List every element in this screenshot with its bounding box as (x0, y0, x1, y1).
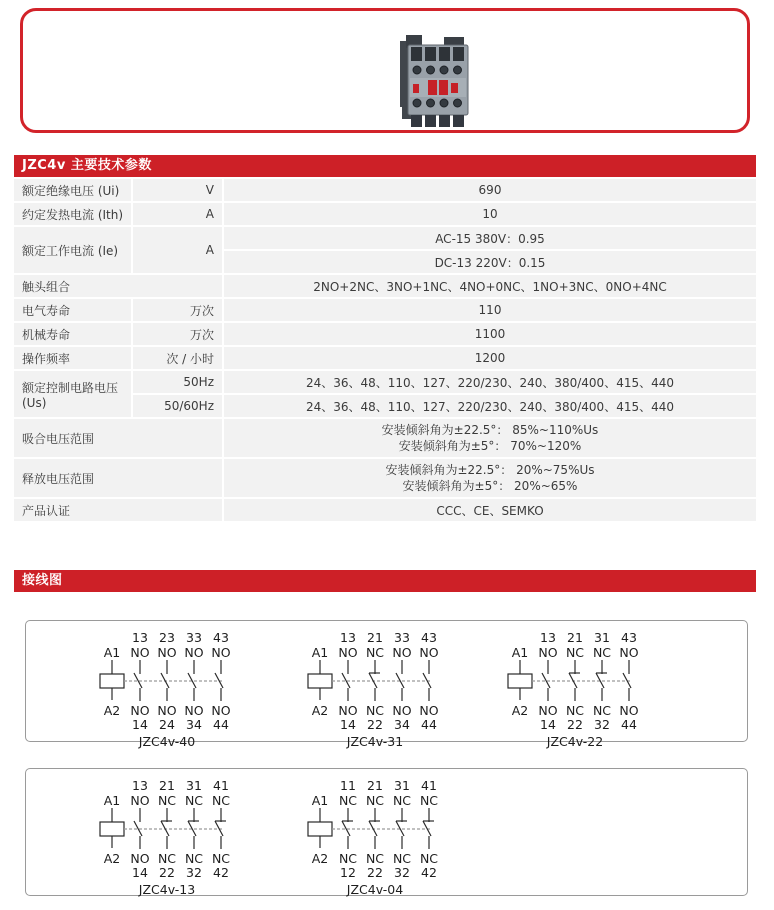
value-line: 安装倾斜角为±5°： 70%~120% (398, 439, 582, 453)
diagram-text: 44 (421, 717, 437, 732)
diagram-text: NO (130, 645, 150, 660)
diagram-text: 21 (367, 778, 383, 793)
diagram-text: 31 (186, 778, 202, 793)
row-label: 额定绝缘电压 (Ui) (14, 179, 131, 201)
diagram-text: NC (365, 793, 385, 808)
diagram-text: NO (211, 703, 231, 718)
diagram-text: 21 (159, 778, 175, 793)
diagram-text: NO (338, 703, 358, 718)
spec-table (14, 179, 756, 523)
diagram-text: A1 (103, 645, 121, 660)
diagram-text: 21 (567, 630, 583, 645)
diagram-text: 14 (340, 717, 356, 732)
diagram-text: A2 (311, 851, 329, 866)
diagram-text: 31 (394, 778, 410, 793)
table-row (14, 179, 756, 201)
diagram-svg-JZC4v-13 (92, 777, 252, 899)
value-line: 安装倾斜角为±22.5°： 20%~75%Us (385, 463, 595, 477)
row-value: 690 (224, 179, 756, 201)
diagram-svg-JZC4v-22 (500, 629, 660, 751)
row-value-stack (224, 227, 756, 273)
diagram-text: NO (619, 645, 639, 660)
row-value (224, 419, 756, 457)
diagram-text: A1 (103, 793, 121, 808)
diagram-text: A1 (311, 645, 329, 660)
diagram-text: 32 (594, 717, 610, 732)
diagram-text: NC (365, 851, 385, 866)
wiring-diagram-jzc4v-22 (500, 629, 660, 751)
diagram-text: 33 (186, 630, 202, 645)
wiring-diagram-jzc4v-31 (300, 629, 460, 751)
diagram-text: NO (157, 703, 177, 718)
row-value: AC-15 380V：0.95 (224, 227, 756, 249)
diagram-text: 13 (540, 630, 556, 645)
diagram-text: 22 (367, 865, 383, 880)
diagram-text: 22 (567, 717, 583, 732)
diagram-text: NC (565, 703, 585, 718)
coil-symbol (100, 822, 124, 836)
table-subrow (133, 395, 756, 417)
diagram-text: NO (392, 703, 412, 718)
diagram-text: 43 (621, 630, 637, 645)
diagram-text: NC (338, 851, 358, 866)
circuit-line (569, 673, 577, 688)
row-value: 1200 (224, 347, 756, 369)
row-unit: 50/60Hz (133, 395, 222, 417)
diagram-text: 44 (621, 717, 637, 732)
diagram-text: NC (157, 851, 177, 866)
diagram-text: 43 (213, 630, 229, 645)
table-row (14, 323, 756, 345)
spec-section-title: JZC4v 主要技术参数 (14, 155, 756, 177)
diagram-text: 13 (340, 630, 356, 645)
diagram-text: NC (592, 645, 612, 660)
circuit-line (161, 673, 169, 688)
row-value: 1100 (224, 323, 756, 345)
table-row (14, 299, 756, 321)
wiring-section-title: 接线图 (14, 570, 756, 592)
diagram-text: NO (130, 793, 150, 808)
row-value-stack (133, 371, 756, 417)
diagram-text: A2 (311, 703, 329, 718)
diagram-text: NO (157, 645, 177, 660)
row-label: 触头组合 (14, 275, 222, 297)
value-line: 安装倾斜角为±22.5°： 85%~110%Us (381, 423, 599, 437)
diagram-text: A1 (511, 645, 529, 660)
diagram-text: NO (392, 645, 412, 660)
diagram-text: 32 (186, 865, 202, 880)
diagram-svg-JZC4v-40 (92, 629, 252, 751)
row-unit: A (133, 203, 222, 225)
row-value: 10 (224, 203, 756, 225)
diagram-text: 34 (394, 717, 410, 732)
wiring-diagram-jzc4v-13 (92, 777, 252, 899)
diagram-text: 32 (394, 865, 410, 880)
diagram-text: 12 (340, 865, 356, 880)
diagram-text: 13 (132, 778, 148, 793)
diagram-caption: JZC4v-40 (138, 734, 196, 749)
diagram-text: 42 (213, 865, 229, 880)
diagram-svg-JZC4v-31 (300, 629, 460, 751)
diagram-svg-JZC4v-04 (300, 777, 460, 899)
diagram-text: NC (392, 793, 412, 808)
diagram-text: 22 (159, 865, 175, 880)
diagram-text: NO (419, 645, 439, 660)
coil-symbol (508, 674, 532, 688)
row-label: 吸合电压范围 (14, 419, 222, 457)
row-label: 电气寿命 (14, 299, 131, 321)
diagram-text: NC (211, 851, 231, 866)
coil-symbol (308, 674, 332, 688)
row-unit: 万次 (133, 299, 222, 321)
diagram-text: A2 (103, 703, 121, 718)
diagram-text: 42 (421, 865, 437, 880)
table-row (14, 499, 756, 521)
diagram-text: 44 (213, 717, 229, 732)
diagram-text: NC (419, 793, 439, 808)
diagram-text: A1 (311, 793, 329, 808)
diagram-text: NC (392, 851, 412, 866)
diagram-text: NC (184, 793, 204, 808)
diagram-text: NC (565, 645, 585, 660)
coil-symbol (308, 822, 332, 836)
diagram-text: NO (211, 645, 231, 660)
row-label: 额定工作电流 (Ie) (14, 227, 131, 273)
row-unit: 万次 (133, 323, 222, 345)
coil-symbol (100, 674, 124, 688)
diagram-text: 34 (186, 717, 202, 732)
diagram-text: NO (130, 703, 150, 718)
row-value (224, 459, 756, 497)
product-banner (20, 8, 750, 133)
diagram-text: NO (184, 703, 204, 718)
row-label: 产品认证 (14, 499, 222, 521)
circuit-line (161, 821, 169, 836)
diagram-text: 43 (421, 630, 437, 645)
row-value: 24、36、48、110、127、220/230、240、380/400、415、440 (224, 371, 756, 393)
value-line: 安装倾斜角为±5°： 20%~65% (402, 479, 578, 493)
row-label: 额定控制电路电压 (Us) (14, 371, 131, 417)
diagram-text: 31 (594, 630, 610, 645)
diagram-text: NO (619, 703, 639, 718)
diagram-text: 14 (132, 865, 148, 880)
diagram-caption: JZC4v-31 (346, 734, 404, 749)
diagram-text: NC (157, 793, 177, 808)
diagram-text: NC (211, 793, 231, 808)
diagram-text: 21 (367, 630, 383, 645)
table-row (14, 347, 756, 369)
row-value: DC-13 220V：0.15 (224, 251, 756, 273)
diagram-text: 14 (132, 717, 148, 732)
table-row (14, 459, 756, 497)
circuit-line (369, 673, 377, 688)
row-unit: V (133, 179, 222, 201)
table-row (14, 227, 756, 273)
diagram-text: A2 (511, 703, 529, 718)
diagram-text: 23 (159, 630, 175, 645)
diagram-text: 22 (367, 717, 383, 732)
diagram-text: 41 (213, 778, 229, 793)
diagram-text: NO (338, 645, 358, 660)
diagram-caption: JZC4v-13 (138, 882, 196, 897)
diagram-text: NO (130, 851, 150, 866)
table-row (14, 275, 756, 297)
row-unit: A (133, 227, 222, 273)
wiring-diagram-jzc4v-40 (92, 629, 252, 751)
row-label: 操作频率 (14, 347, 131, 369)
row-unit: 次 / 小时 (133, 347, 222, 369)
contactor-product-image (398, 33, 480, 129)
row-value: CCC、CE、SEMKO (224, 499, 756, 521)
diagram-text: NO (538, 703, 558, 718)
row-value: 110 (224, 299, 756, 321)
diagram-text: 11 (340, 778, 356, 793)
diagram-text: 33 (394, 630, 410, 645)
row-unit: 50Hz (133, 371, 222, 393)
table-subrow (133, 371, 756, 393)
diagram-text: 41 (421, 778, 437, 793)
table-row (14, 203, 756, 225)
wiring-box-2 (25, 768, 748, 896)
diagram-text: NC (338, 793, 358, 808)
row-label: 机械寿命 (14, 323, 131, 345)
diagram-text: NC (365, 645, 385, 660)
diagram-caption: JZC4v-04 (346, 882, 404, 897)
diagram-text: NC (419, 851, 439, 866)
wiring-diagram-jzc4v-04 (300, 777, 460, 899)
diagram-text: 13 (132, 630, 148, 645)
diagram-text: A2 (103, 851, 121, 866)
row-label: 释放电压范围 (14, 459, 222, 497)
diagram-text: NC (592, 703, 612, 718)
diagram-text: NO (538, 645, 558, 660)
circuit-line (369, 821, 377, 836)
row-label: 约定发热电流 (Ith) (14, 203, 131, 225)
diagram-text: NO (184, 645, 204, 660)
row-value: 24、36、48、110、127、220/230、240、380/400、415、440 (224, 395, 756, 417)
table-row (14, 371, 756, 417)
diagram-text: NO (419, 703, 439, 718)
diagram-text: 14 (540, 717, 556, 732)
table-row (14, 419, 756, 457)
row-value: 2NO+2NC、3NO+1NC、4NO+0NC、1NO+3NC、0NO+4NC (224, 275, 756, 297)
wiring-box-1 (25, 620, 748, 749)
diagram-caption: JZC4v-22 (546, 734, 604, 749)
diagram-text: NC (365, 703, 385, 718)
diagram-text: NC (184, 851, 204, 866)
diagram-text: 24 (159, 717, 175, 732)
